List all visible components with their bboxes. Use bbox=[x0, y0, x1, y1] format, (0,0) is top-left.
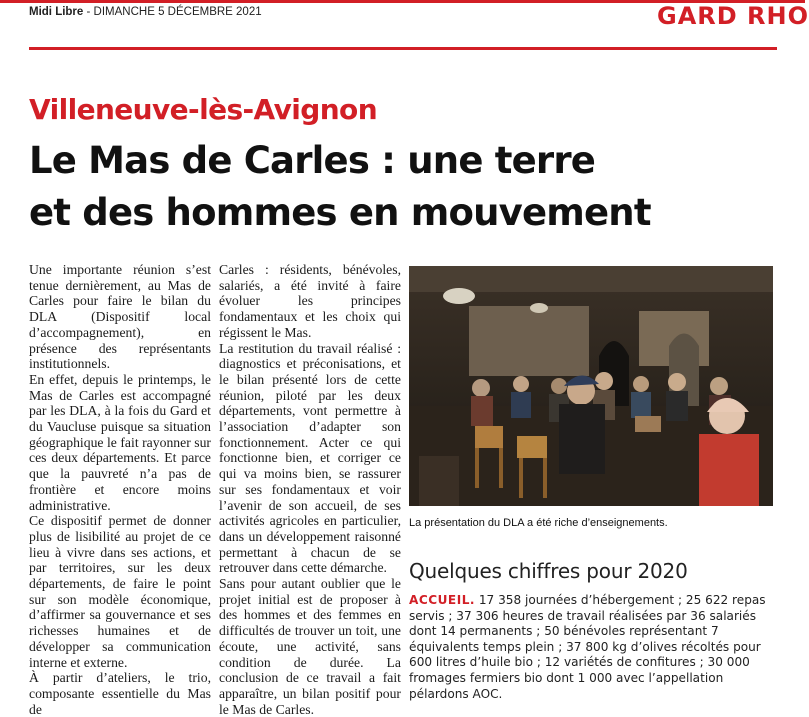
paper-name: Midi Libre bbox=[29, 6, 84, 18]
paragraph: À partir d’ateliers, le trio, composante essentielle du Mas de bbox=[29, 670, 211, 717]
figures-box-lead: ACCUEIL. bbox=[409, 593, 475, 607]
paragraph: En effet, depuis le printemps, le Mas de Carles est accompagné par les DLA, à la fois du Gard et du Vaucluse puisque sa situation géographique le fait rayonner sur ces deux départements. Et parce que la pauvreté n’a pas de frontière et encore moins administrative. bbox=[29, 371, 211, 513]
article-headline bbox=[29, 135, 769, 239]
edition-date: - DIMANCHE 5 DÉCEMBRE 2021 bbox=[86, 6, 262, 18]
headline-line-1: Le Mas de Carles : une terre bbox=[29, 139, 596, 182]
photo-caption: La présentation du DLA a été riche d’enseignements. bbox=[409, 517, 668, 529]
paragraph: Sans pour autant oublier que le projet initial est de proposer à des hommes et des femmes en difficultés de trouver un toit, une écoute, une activité, sans condition de durée. La conclusion de ce travail a fait apparaître, un bilan positif pour le Mas de Carles. bbox=[219, 576, 401, 717]
figures-box-body bbox=[409, 593, 781, 702]
section-title: GARD RHO bbox=[657, 2, 809, 30]
paragraph: Carles : résidents, bénévoles, salariés, a été invité à faire évoluer les principes fondamentaux et les choix qui régissent le Mas. bbox=[219, 262, 401, 340]
article-kicker: Villeneuve-lès-Avignon bbox=[29, 93, 378, 126]
paragraph: Une importante réunion s’est tenue dernièrement, au Mas de Carles pour faire le bilan du DLA (Dispositif local d’accompagnement), en présence des représentants institutionnels. bbox=[29, 262, 211, 372]
meeting-photo-illustration bbox=[409, 266, 773, 506]
paragraph: Ce dispositif permet de donner plus de lisibilité au projet de ce lieu à vivre dans ses actions, et par territoires, sur les deux départements, de faire le point sur son modèle économique, d’affirmer sa gouvernance et ses richesses humaines et de développer sa communication interne et externe. bbox=[29, 513, 211, 670]
figures-box-title: Quelques chiffres pour 2020 bbox=[409, 559, 688, 583]
headline-line-2: et des hommes en mouvement bbox=[29, 191, 651, 234]
article-column-1 bbox=[29, 262, 211, 717]
figures-box-text: 17 358 journées d’hébergement ; 25 622 repas servis ; 37 306 heures de travail réalisées par 36 salariés dont 14 permanents ; 50 bénévoles représentant 7 équivalents temps plein ; 37 800 kg d’olives récoltés pour 600 litres d’huile bio ; 12 variétés de confitures ; 30 000 fromages fermiers bio dont 1 000 avec l’appellation pélardons AOC. bbox=[409, 593, 766, 701]
paragraph: La restitution du travail réalisé : diagnostics et préconisations, et le bilan présenté lors de cette réunion, piloté par les deux départements, vont permettre à l’association d’adapter son fonctionnement. Acter ce qui fonctionne bien, et corriger ce qui va moins bien, se rassurer sur ses fondamentaux et voir l’avenir de son accueil, de ses activités agricoles en particulier, dans un développement raisonné permettant à chacun de se retrouver dans cette démarche. bbox=[219, 340, 401, 576]
paper-info bbox=[29, 6, 262, 18]
masthead bbox=[0, 0, 809, 58]
section-divider bbox=[29, 47, 777, 50]
meeting-photo bbox=[409, 266, 773, 506]
article-column-2 bbox=[219, 262, 401, 717]
